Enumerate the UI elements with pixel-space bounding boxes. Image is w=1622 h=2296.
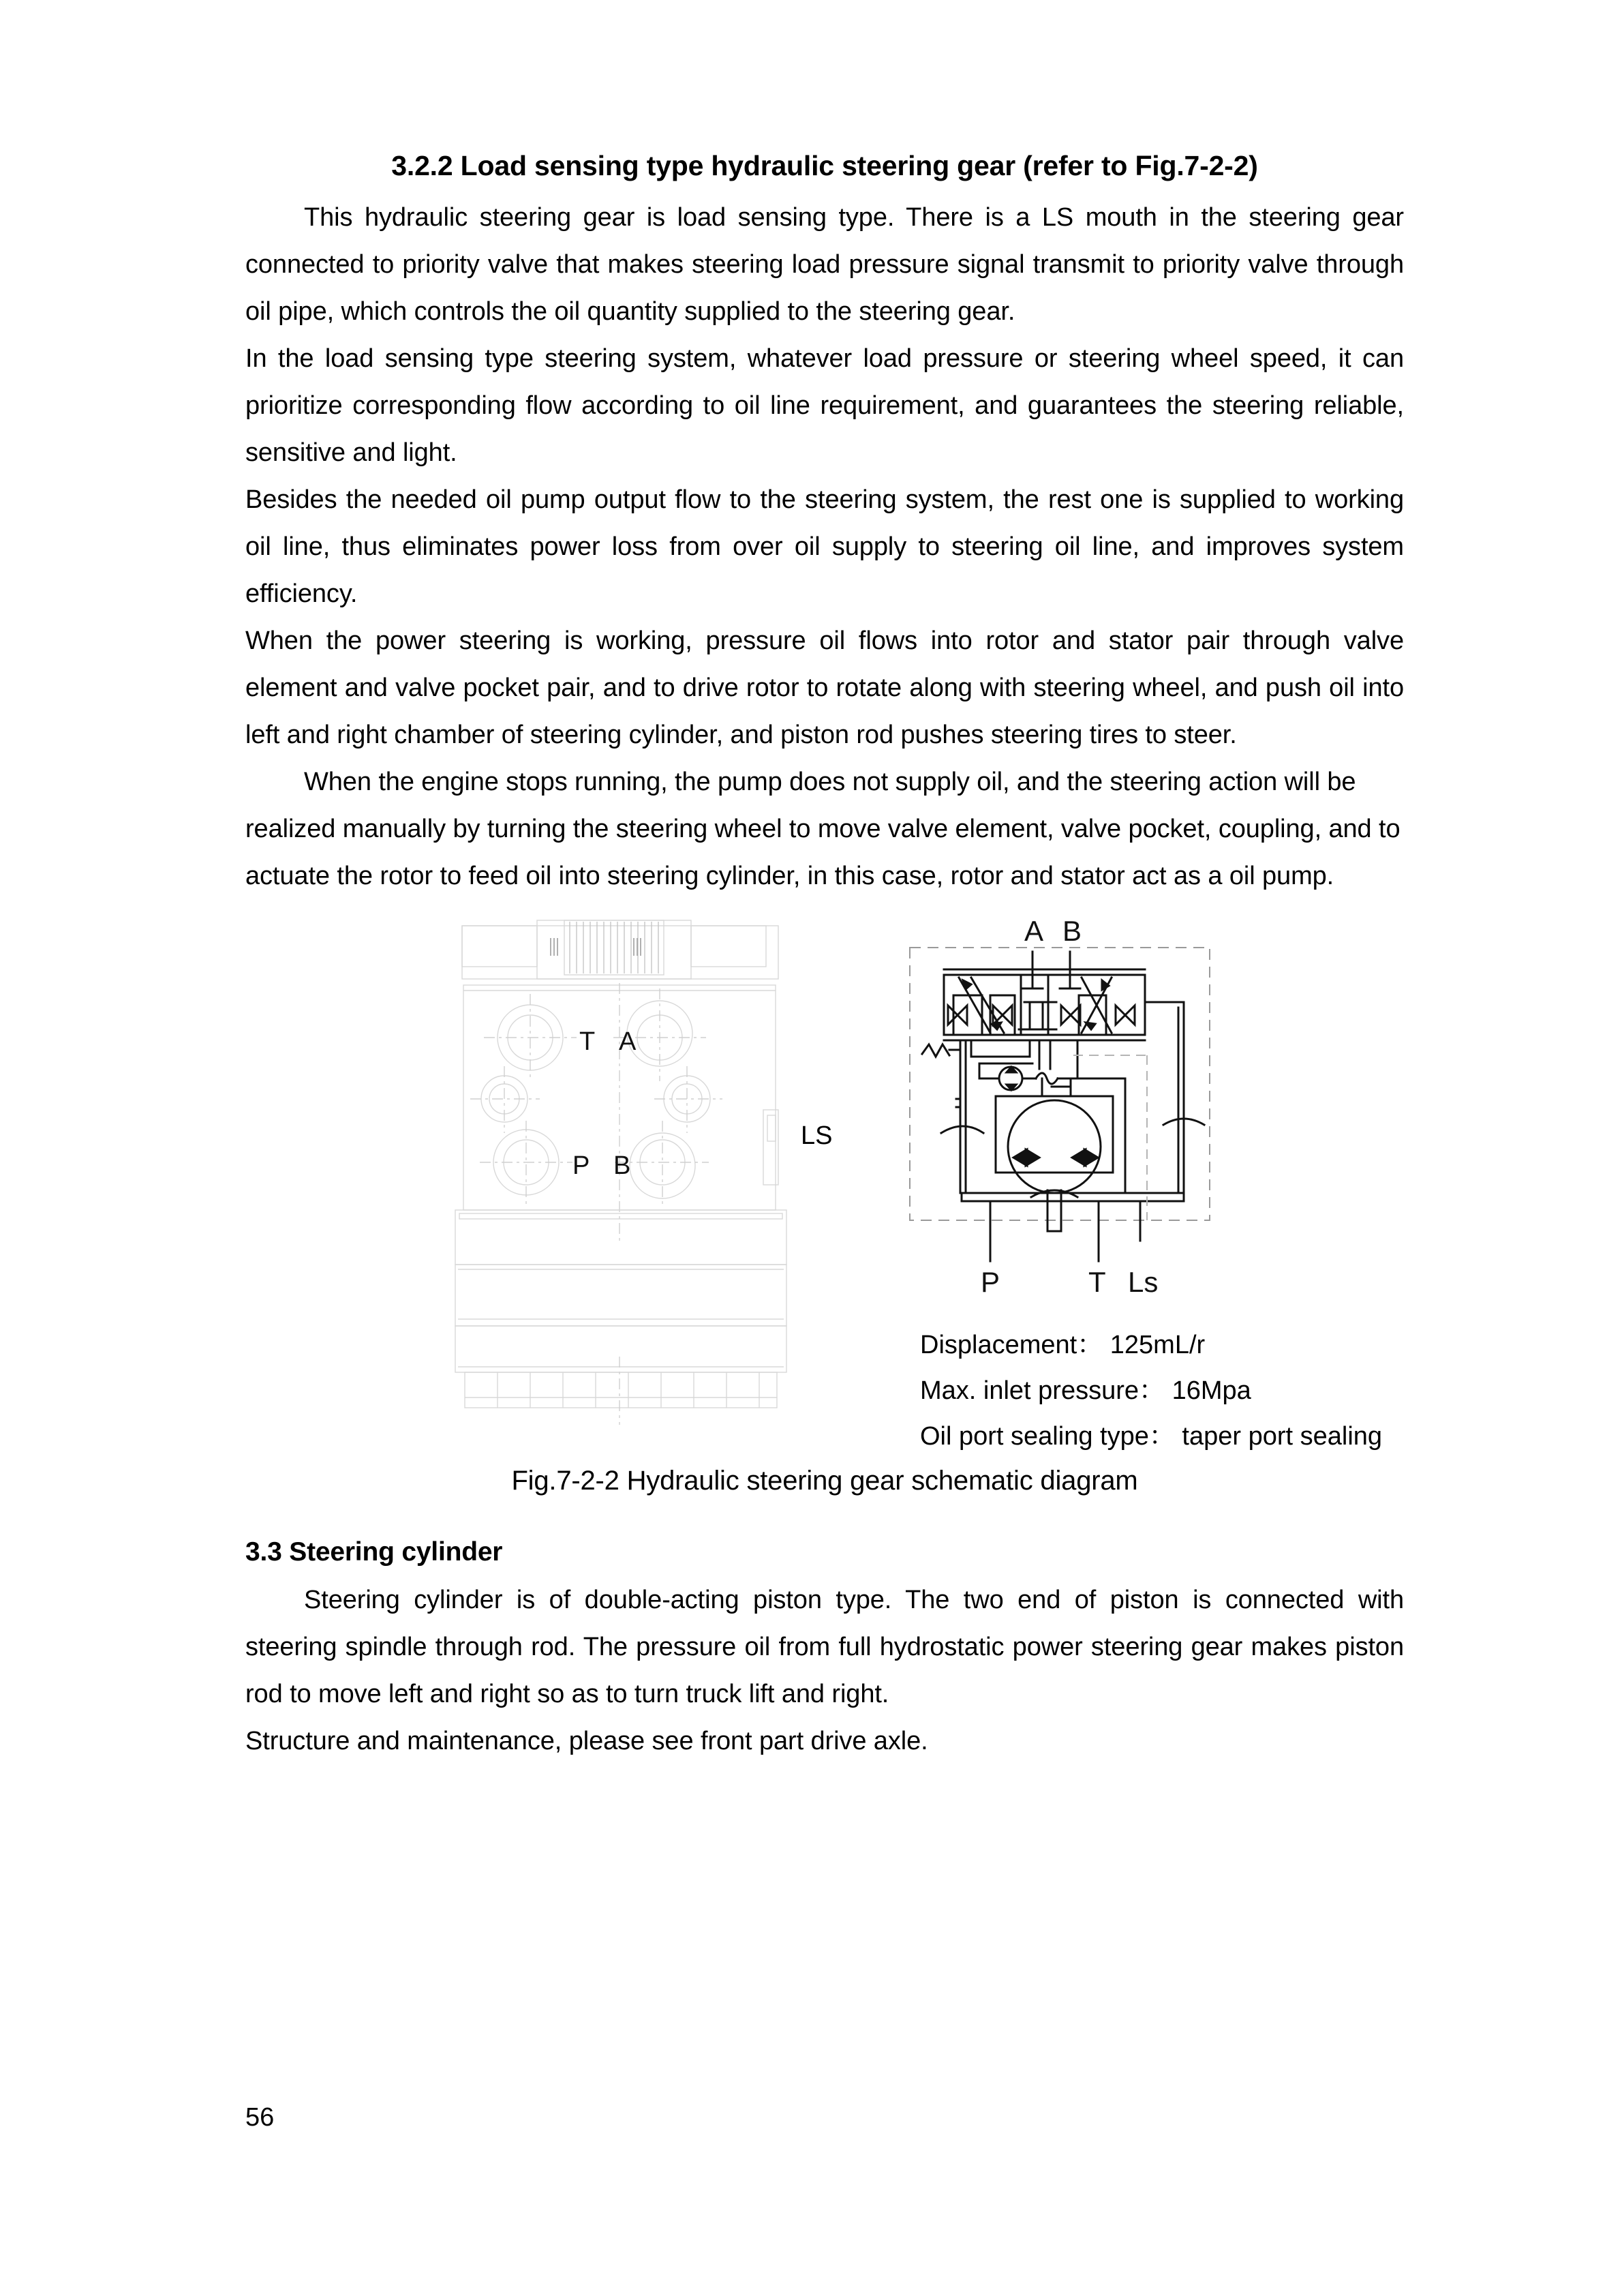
paragraph-4: When the power steering is working, pressure oil flows into rotor and stator pair through valve element and valve pocket pair, and to drive rotor to rotate along with steering wheel, and push oil into left and right chamber of steering cylinder, and piston rod pushes steering tires to steer. bbox=[245, 626, 1404, 749]
figure-7-2-2 bbox=[245, 915, 1404, 1466]
paragraph-3: Besides the needed oil pump output flow to the steering system, the rest one is supplied to working oil line, thus eliminates power loss from over oil supply to steering oil line, and improves system efficiency. bbox=[245, 485, 1404, 608]
page-number: 56 bbox=[245, 2103, 275, 2132]
paragraph-33-2: Structure and maintenance, please see front part drive axle. bbox=[245, 1727, 928, 1755]
paragraph-2: In the load sensing type steering system, whatever load pressure or steering wheel speed, it can prioritize corresponding flow according to oil line requirement, and guarantees the steering reliable, sensitive and light. bbox=[245, 344, 1404, 467]
mech-label-ls: LS bbox=[801, 1121, 833, 1150]
schematic-label-p: P bbox=[981, 1266, 1000, 1298]
paragraph-33-1: Steering cylinder is of double-acting piston type. The two end of piston is connected with steering spindle through rod. The pressure oil from full hydrostatic power steering gear makes piston rod to move left and right so as to turn truck lift and right. bbox=[245, 1586, 1404, 1708]
mech-label-p: P bbox=[572, 1151, 590, 1180]
mech-label-a: A bbox=[619, 1027, 637, 1056]
schematic-label-a: A bbox=[1024, 915, 1044, 947]
figure-caption: Fig.7-2-2 Hydraulic steering gear schematic diagram bbox=[511, 1466, 1138, 1496]
schematic-label-ls: Ls bbox=[1128, 1266, 1159, 1298]
spec-displacement: Displacement： 125mL/r bbox=[920, 1331, 1206, 1359]
gerotor-symbol bbox=[1008, 1100, 1101, 1193]
schematic-label-t: T bbox=[1088, 1266, 1106, 1298]
section-heading-33: 3.3 Steering cylinder bbox=[245, 1537, 503, 1567]
page-content bbox=[245, 0, 1404, 1765]
schematic-label-b: B bbox=[1062, 915, 1082, 947]
paragraph-5: When the engine stops running, the pump does not supply oil, and the steering action will be realized manually by turning the steering wheel to move valve element, valve pocket, coupling, and to actuate the rotor to feed oil into steering cylinder, in this case, rotor and stator act as a oil pump. bbox=[245, 768, 1401, 890]
mech-label-t: T bbox=[579, 1027, 596, 1056]
hydraulic-circuit-schematic bbox=[903, 915, 1230, 1309]
mech-label-b: B bbox=[613, 1151, 631, 1180]
steering-gear-mechanical-drawing bbox=[450, 920, 791, 1459]
spec-oil-port-sealing-type: Oil port sealing type： taper port sealing bbox=[920, 1422, 1383, 1451]
specification-list bbox=[920, 1323, 1397, 1460]
section-heading-322: 3.2.2 Load sensing type hydraulic steering gear (refer to Fig.7-2-2) bbox=[391, 150, 1258, 181]
spec-max-inlet-pressure: Max. inlet pressure： 16Mpa bbox=[920, 1376, 1251, 1405]
paragraph-1: This hydraulic steering gear is load sensing type. There is a LS mouth in the steering gear connected to priority valve that makes steering load pressure signal transmit to priority valve through oil pipe, which controls the oil quantity supplied to the steering gear. bbox=[245, 203, 1404, 326]
